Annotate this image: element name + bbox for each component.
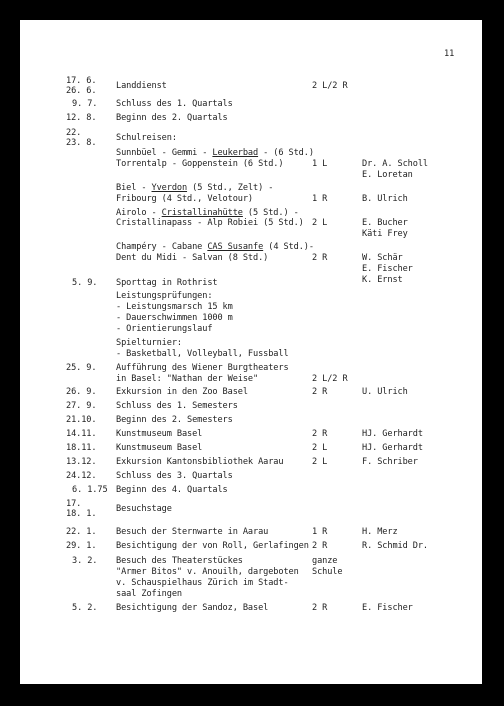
date-cell: 3. 2. xyxy=(72,556,98,566)
date-cell: 14.11. xyxy=(66,429,97,439)
class-cell: 2 R xyxy=(312,429,328,439)
class-cell: 2 R xyxy=(312,253,328,263)
date-cell: 6. 1.75 xyxy=(72,485,108,495)
date-cell: 26. 9. xyxy=(66,387,97,397)
event-text: Schluss des 1. Semesters xyxy=(116,401,238,411)
event-text: Besichtigung der Sandoz, Basel xyxy=(116,603,269,613)
event-text: Beginn des 4. Quartals xyxy=(116,485,228,495)
page-number: 11 xyxy=(444,49,455,59)
event-text: Kunstmuseum Basel xyxy=(116,443,203,453)
event-text: Landdienst xyxy=(116,81,167,91)
teacher-cell: HJ. Gerhardt xyxy=(362,443,423,453)
class-cell: 2 L xyxy=(312,218,328,228)
event-text: Beginn des 2. Semesters xyxy=(116,415,233,425)
date-cell: 13.12. xyxy=(66,457,97,467)
event-text: Beginn des 2. Quartals xyxy=(116,113,228,123)
teacher-cell: F. Schriber xyxy=(362,457,418,467)
event-text: "Armer Bitos" v. Anouilh, dargeboten xyxy=(116,567,299,577)
date-cell: 5. 9. xyxy=(72,278,98,288)
event-text: Besuchstage xyxy=(116,504,172,514)
teacher-cell: E. Fischer xyxy=(362,264,413,274)
event-text: Besuch der Sternwarte in Aarau xyxy=(116,527,269,537)
event-text: Airolo - Cristallinahütte (5 Std.) - xyxy=(116,208,299,218)
date-cell: 23. 8. xyxy=(66,138,97,148)
class-cell: 2 L/2 R xyxy=(312,81,348,91)
date-cell: 12. 8. xyxy=(66,113,97,123)
class-cell: 2 L/2 R xyxy=(312,374,348,384)
class-cell: ganze Schule xyxy=(312,556,343,577)
date-cell: 9. 7. xyxy=(72,99,98,109)
date-cell: 22. 1. xyxy=(66,527,97,537)
class-cell: 2 L xyxy=(312,443,328,453)
event-text: Exkursion in den Zoo Basel xyxy=(116,387,248,397)
event-text: Besichtigung der von Roll, Gerlafingen xyxy=(116,541,309,551)
date-cell: 18. 1. xyxy=(66,509,97,519)
teacher-cell: HJ. Gerhardt xyxy=(362,429,423,439)
event-text: v. Schauspielhaus Zürich im Stadt- xyxy=(116,578,289,588)
teacher-cell: Dr. A. Scholl xyxy=(362,159,428,169)
date-cell: 18.11. xyxy=(66,443,97,453)
event-text: Leistungsprüfungen: xyxy=(116,291,213,301)
date-cell: 17. xyxy=(66,499,82,509)
event-text: Sunnbüel - Gemmi - Leukerbad - (6 Std.) xyxy=(116,148,314,158)
event-text: Schluss des 3. Quartals xyxy=(116,471,233,481)
event-text: saal Zofingen xyxy=(116,589,182,599)
event-text: Schluss des 1. Quartals xyxy=(116,99,233,109)
event-text: Fribourg (4 Std., Velotour) xyxy=(116,194,253,204)
class-cell: 2 R xyxy=(312,603,328,613)
teacher-cell: K. Ernst xyxy=(362,275,403,285)
class-cell: 2 R xyxy=(312,387,328,397)
class-cell: 1 L xyxy=(312,159,328,169)
teacher-cell: R. Schmid Dr. xyxy=(362,541,428,551)
event-text: Biel - Yverdon (5 Std., Zelt) - xyxy=(116,183,274,193)
event-text: Spielturnier: xyxy=(116,338,182,348)
event-text: Dent du Midi - Salvan (8 Std.) xyxy=(116,253,269,263)
event-text: Champéry - Cabane CAS Susanfe (4 Std.)- xyxy=(116,242,314,252)
event-text: - Leistungsmarsch 15 km xyxy=(116,302,233,312)
date-cell: 22. xyxy=(66,128,82,138)
teacher-cell: Käti Frey xyxy=(362,229,408,239)
date-cell: 5. 2. xyxy=(72,603,98,613)
document-page xyxy=(20,20,482,684)
class-cell: 2 R xyxy=(312,541,328,551)
event-text: Besuch des Theaterstückes xyxy=(116,556,243,566)
date-cell: 26. 6. xyxy=(66,86,97,96)
date-cell: 27. 9. xyxy=(66,401,97,411)
class-cell: 2 L xyxy=(312,457,328,467)
teacher-cell: U. Ulrich xyxy=(362,387,408,397)
date-cell: 25. 9. xyxy=(66,363,97,373)
teacher-cell: B. Ulrich xyxy=(362,194,408,204)
teacher-cell: H. Merz xyxy=(362,527,398,537)
event-text: Kunstmuseum Basel xyxy=(116,429,203,439)
event-text: Cristallinapass - Alp Robiei (5 Std.) xyxy=(116,218,304,228)
event-text: - Orientierungslauf xyxy=(116,324,213,334)
date-cell: 21.10. xyxy=(66,415,97,425)
event-text: Sporttag in Rothrist xyxy=(116,278,218,288)
event-text: Schulreisen: xyxy=(116,133,177,143)
event-text: in Basel: "Nathan der Weise" xyxy=(116,374,259,384)
event-text: Exkursion Kantonsbibliothek Aarau xyxy=(116,457,284,467)
teacher-cell: E. Loretan xyxy=(362,170,413,180)
event-text: - Dauerschwimmen 1000 m xyxy=(116,313,233,323)
date-cell: 29. 1. xyxy=(66,541,97,551)
class-cell: 1 R xyxy=(312,194,328,204)
teacher-cell: W. Schär xyxy=(362,253,403,263)
event-text: Torrentalp - Goppenstein (6 Std.) xyxy=(116,159,284,169)
class-cell: 1 R xyxy=(312,527,328,537)
date-cell: 17. 6. xyxy=(66,76,97,86)
date-cell: 24.12. xyxy=(66,471,97,481)
event-text: - Basketball, Volleyball, Fussball xyxy=(116,349,289,359)
teacher-cell: E. Fischer xyxy=(362,603,413,613)
event-text: Aufführung des Wiener Burgtheaters xyxy=(116,363,289,373)
teacher-cell: E. Bucher xyxy=(362,218,408,228)
